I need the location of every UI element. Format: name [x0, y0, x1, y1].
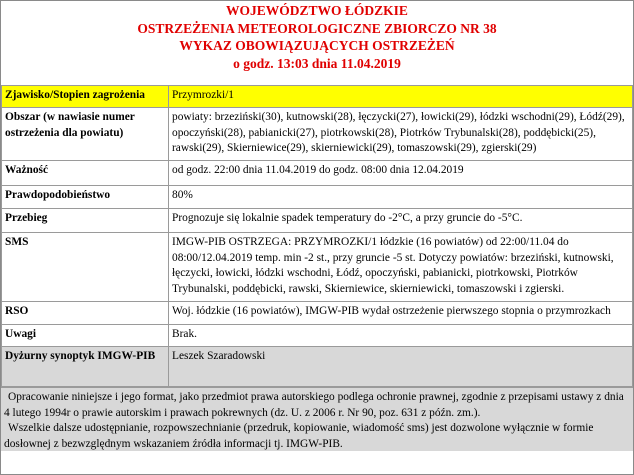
header-issue-time: o godz. 13:03 dnia 11.04.2019	[233, 55, 401, 71]
row-uwagi	[2, 325, 633, 347]
copyright-notice: Opracowanie niniejsze i jego format, jako przedmiot prawa autorskiego podlega ochronie prawnej, zgodnie z przepisami ustawy z dnia 4 lutego 1994r o prawie autorskim i prawach pokrewnych (dz. U. z 2006 r. Nr 90, poz. 631 z późn. zm.).	[4, 391, 624, 419]
warning-table	[1, 85, 633, 387]
value-sms: IMGW-PIB OSTRZEGA: PRZYMROZKI/1 łódzkie (16 powiatów) od 22:00/11.04 do 08:00/12.04.2019 temp. min -2 st., przy gruncie -5 st. Dotyczy powiatów: brzeziński, kutnowski, łęczycki, łowicki, łódzki wschodni, Łódź, opoczyński, pabianicki, piotrkowski, Piotrków Trybunalski, poddębicki, rawski, Skierniewice, skierniewicki, tomaszowski i zgierski.	[169, 233, 633, 302]
row-waznosc	[2, 161, 633, 186]
label-zjawisko: Zjawisko/Stopien zagrożenia	[2, 86, 169, 108]
label-obszar: Obszar (w nawiasie numer ostrzeżenia dla powiatu)	[2, 108, 169, 161]
header-list-title: WYKAZ OBOWIĄZUJĄCYCH OSTRZEŻEŃ	[179, 38, 455, 53]
label-przebieg: Przebieg	[2, 209, 169, 233]
value-prawdopodobienstwo: 80%	[169, 186, 633, 209]
label-uwagi: Uwagi	[2, 325, 169, 347]
value-zjawisko: Przymrozki/1	[169, 86, 633, 108]
document-header	[1, 1, 633, 85]
row-prawdopodobienstwo	[2, 186, 633, 209]
value-rso: Woj. łódzkie (16 powiatów), IMGW-PIB wydał ostrzeżenie pierwszego stopnia o przymrozkach	[169, 302, 633, 325]
row-przebieg	[2, 209, 633, 233]
row-rso	[2, 302, 633, 325]
value-waznosc: od godz. 22:00 dnia 11.04.2019 do godz. 08:00 dnia 12.04.2019	[169, 161, 633, 186]
value-synoptyk: Leszek Szaradowski	[169, 347, 633, 387]
copyright-footer	[1, 387, 633, 451]
row-sms	[2, 233, 633, 302]
value-przebieg: Prognozuje się lokalnie spadek temperatury do -2°C, a przy gruncie do -5°C.	[169, 209, 633, 233]
row-zjawisko	[2, 86, 633, 108]
value-obszar: powiaty: brzeziński(30), kutnowski(28), łęczycki(27), łowicki(29), łódzki wschodni(29), Łódź(29), opoczyński(28), pabianicki(27), piotrkowski(28), Piotrków Trybunalski(28), poddębicki(25), rawski(29), Skierniewice(29), skierniewicki(29), tomaszowski(29), zgierski(29)	[169, 108, 633, 161]
distribution-notice: Wszelkie dalsze udostępnianie, rozpowszechnianie (przedruk, kopiowanie, wiadomość sms) jest dozwolone wyłącznie w formie dosłownej z bezwzględnym wskazaniem źródła informacji tj. IMGW-PIB.	[4, 422, 594, 450]
label-prawdopodobienstwo: Prawdopodobieństwo	[2, 186, 169, 209]
header-region: WOJEWÓDZTWO ŁÓDZKIE	[226, 3, 408, 18]
label-waznosc: Ważność	[2, 161, 169, 186]
value-uwagi: Brak.	[169, 325, 633, 347]
row-obszar	[2, 108, 633, 161]
label-rso: RSO	[2, 302, 169, 325]
row-synoptyk	[2, 347, 633, 387]
label-synoptyk: Dyżurny synoptyk IMGW-PIB	[2, 347, 169, 387]
label-sms: SMS	[2, 233, 169, 302]
header-bulletin-number: OSTRZEŻENIA METEOROLOGICZNE ZBIORCZO NR 38	[137, 20, 497, 36]
